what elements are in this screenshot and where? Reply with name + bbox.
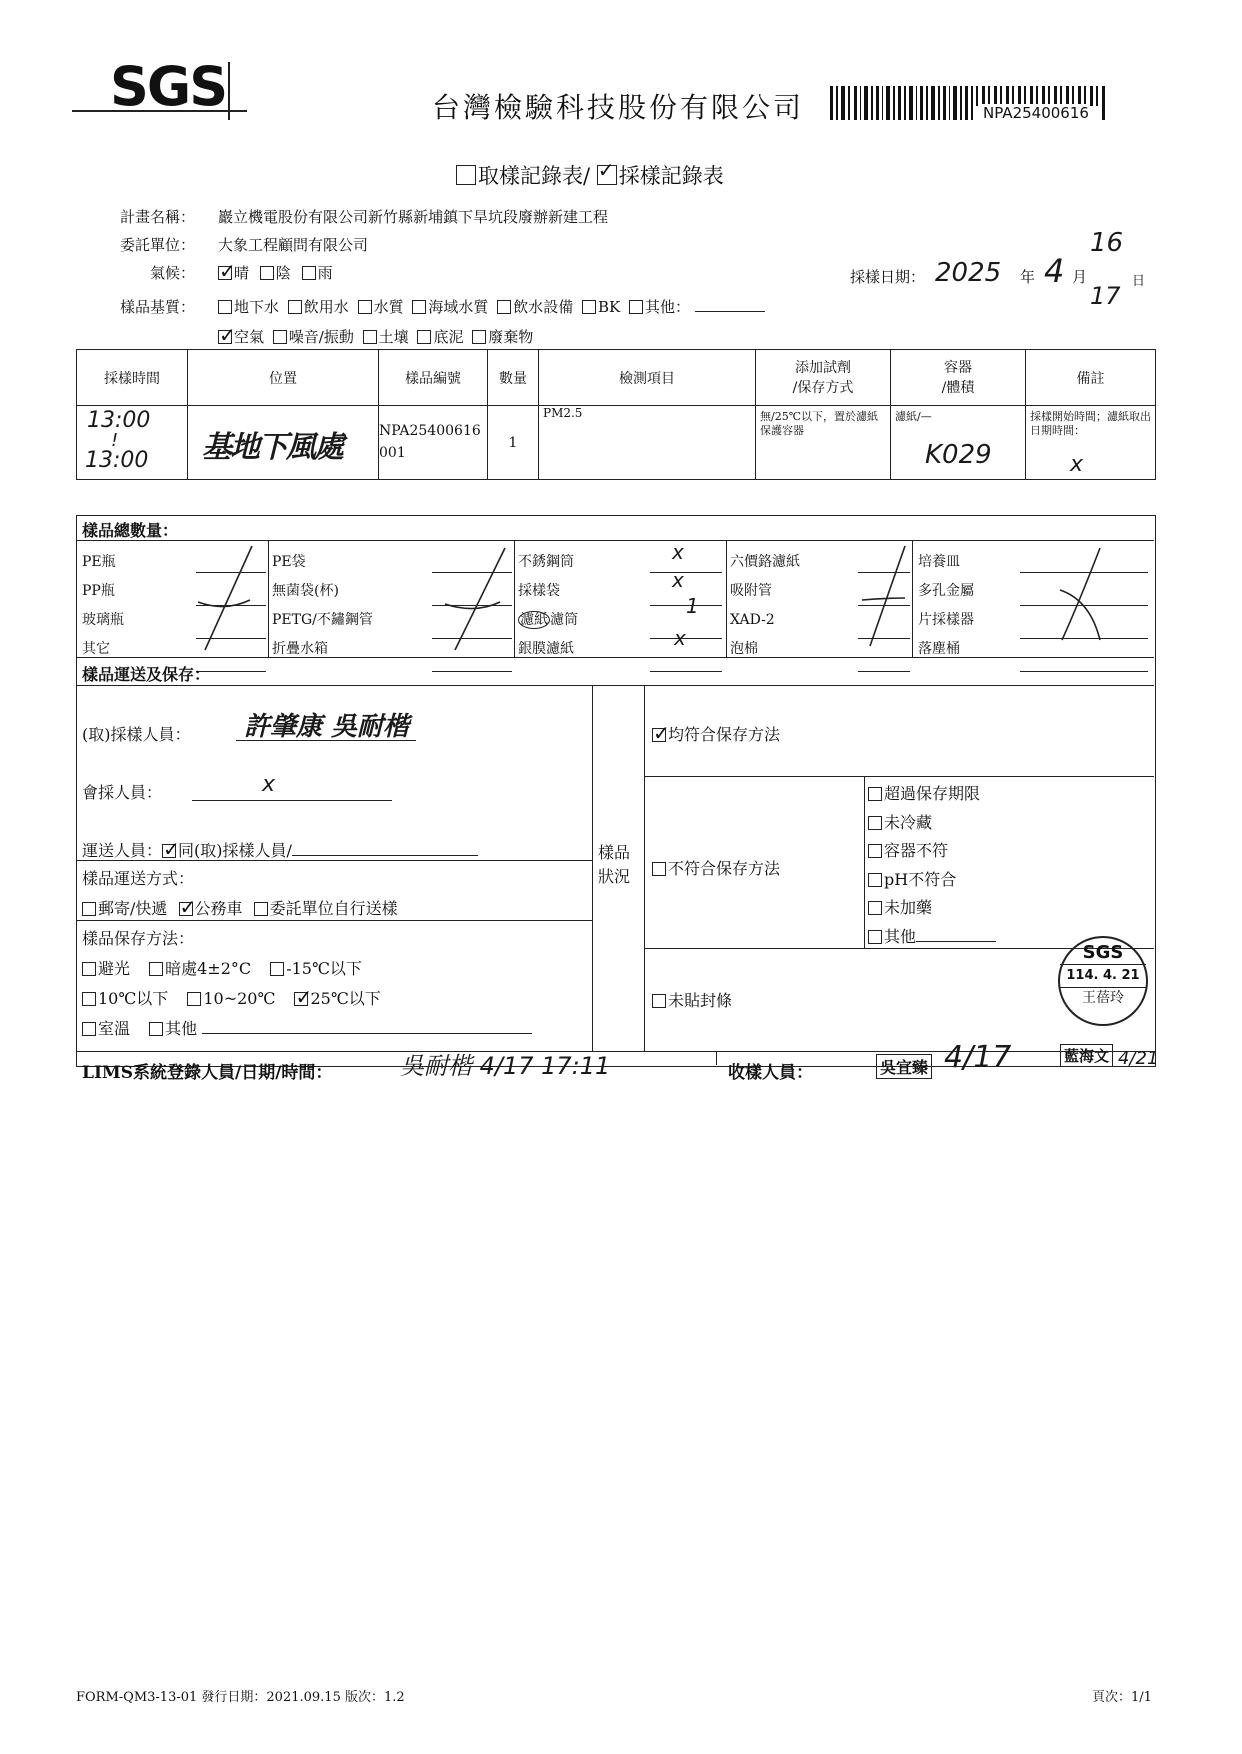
nosign-label: 未貼封條 [668, 991, 733, 1010]
reason-not-cold-label: 未冷藏 [884, 812, 933, 832]
store-label: 樣品保存方法： [82, 929, 195, 948]
weather-label: 氣候： [150, 264, 196, 282]
store-10-20c-checkbox[interactable] [187, 992, 201, 1006]
reason-no-reagent [868, 894, 996, 923]
ok-checkbox[interactable] [652, 728, 666, 742]
container-value: 濾紙/— [895, 410, 932, 423]
totals-strikes [0, 0, 1242, 700]
store-10c-checkbox[interactable] [82, 992, 96, 1006]
method-car-checkbox[interactable] [179, 902, 193, 916]
courier-line[interactable] [292, 855, 478, 856]
matrix-equip-label: 飲水設備 [513, 298, 574, 316]
total-other: 其它 [82, 641, 110, 657]
sample-no-b: 001 [379, 445, 406, 461]
receiver-handwritten: 4/17 [944, 1040, 1012, 1075]
method-client-label: 委託單位自行送樣 [269, 899, 398, 918]
total-fold-tank: 折疊水箱 [272, 641, 328, 657]
store-room-checkbox[interactable] [82, 1022, 96, 1036]
store-other-line[interactable] [202, 1033, 532, 1034]
time-start: 13:00 [87, 408, 151, 433]
company-name: 台灣檢驗科技股份有限公司 [432, 91, 805, 124]
sgs-logo: SGS [110, 55, 227, 118]
total-foam: 泡棉 [730, 641, 758, 657]
header-remark: 備註 [1026, 350, 1156, 406]
store-row3 [82, 1016, 532, 1039]
client-name: 大象工程顧問有限公司 [218, 236, 369, 254]
sample-date-day-bottom: 17 [1090, 282, 1121, 310]
notok-checkbox[interactable] [652, 862, 666, 876]
second-stamp-handwritten: 4/21 [1118, 1048, 1159, 1069]
matrix-drinking-label: 飲用水 [303, 298, 349, 316]
store-row1 [82, 956, 362, 979]
reason-ph-checkbox[interactable] [868, 873, 882, 887]
sample-date-month: 4 [1044, 252, 1065, 290]
reason-expired [868, 780, 996, 809]
nosign-checkbox[interactable] [652, 994, 666, 1008]
method-row [82, 896, 398, 919]
total-steel-can-value: x [672, 540, 684, 564]
reason-expired-label: 超過保存期限 [884, 784, 981, 803]
stamp-logo: SGS [1060, 942, 1146, 965]
sample-no-a: NPA25400616 [379, 423, 481, 439]
reason-no-reagent-checkbox[interactable] [868, 901, 882, 915]
method-underline [76, 920, 592, 921]
total-pe-bottle: PE瓶 [82, 554, 116, 570]
time-end: 13:00 [85, 448, 149, 473]
total-steel-can: 不銹鋼筒 [518, 554, 574, 570]
header-item: 檢測項目 [539, 350, 756, 406]
location-value: 基地下風處 [202, 430, 342, 465]
reason-ph-label: pH不符合 [884, 869, 957, 889]
matrix-bk-label: BK [597, 298, 621, 316]
doc-number: NPA25400616 [983, 104, 1089, 122]
reason-other-checkbox[interactable] [868, 930, 882, 944]
notok-label: 不符合保存方法 [668, 859, 781, 878]
total-sterile-bag: 無菌袋(杯) [272, 583, 339, 599]
store-minus15-checkbox[interactable] [270, 962, 284, 976]
notok-row [652, 856, 780, 879]
matrix-water-label: 水質 [373, 298, 404, 316]
status-col-right [644, 685, 645, 1051]
header-container: 容器 /體積 [891, 350, 1026, 406]
total-pp-bottle: PP瓶 [82, 583, 115, 599]
store-4c-checkbox[interactable] [149, 962, 163, 976]
total-cr6-filter: 六價鉻濾紙 [730, 554, 800, 570]
reason-expired-checkbox[interactable] [868, 787, 882, 801]
store-10c-label: 10℃以下 [98, 989, 169, 1008]
sampler-handwritten[interactable]: 許肇康 吳耐楷 [244, 712, 410, 742]
matrix-waste-label: 廢棄物 [488, 328, 534, 346]
store-dark-checkbox[interactable] [82, 962, 96, 976]
reason-other-label: 其他 [884, 926, 917, 946]
reason-not-cold [868, 809, 996, 838]
header-preserve: 添加試劑 /保存方式 [756, 350, 891, 406]
total-plate-sampler: 片採樣器 [918, 612, 974, 628]
matrix-soil-label: 土壤 [378, 328, 409, 346]
courier-same-label: 同(取)採樣人員/ [178, 841, 292, 860]
total-glass-bottle: 玻璃瓶 [82, 612, 124, 628]
nosign-row [652, 988, 732, 1011]
reasons [868, 780, 996, 951]
method-mail-label: 郵寄/快遞 [98, 899, 168, 918]
courier-same-checkbox[interactable] [162, 844, 176, 858]
second-stamp: 藍海文 [1060, 1044, 1113, 1067]
receiver-label: 收樣人員： [728, 1063, 813, 1083]
reason-col-line [864, 776, 865, 948]
footer-form: FORM-QM3-13-01 發行日期：2021.09.15 版次：1.2 [76, 1690, 405, 1705]
store-25c-checkbox[interactable] [294, 992, 308, 1006]
sample-date-label: 採樣日期： [850, 268, 926, 286]
sampler-label: (取)採樣人員： [82, 725, 191, 744]
store-room-label: 室溫 [98, 1019, 131, 1038]
store-other-checkbox[interactable] [149, 1022, 163, 1036]
weather-sunny-label: 晴 [234, 264, 250, 282]
co-sampler-line [192, 800, 392, 801]
store-other-label: 其他 [165, 1019, 198, 1038]
total-pe-bag: PE袋 [272, 554, 306, 570]
reason-container-label: 容器不符 [884, 841, 949, 860]
reason-no-reagent-label: 未加藥 [884, 898, 933, 917]
co-sampler-handwritten[interactable]: x [262, 772, 276, 797]
total-sample-bag: 採樣袋 [518, 583, 560, 599]
weather-cloudy-label: 陰 [275, 264, 291, 282]
store-minus15-label: -15℃以下 [286, 959, 362, 978]
courier-underline [76, 860, 592, 861]
container-handwritten: K029 [925, 440, 992, 470]
lims-handwritten[interactable]: 吳耐楷 4/17 17:11 [400, 1052, 611, 1080]
method-car-label: 公務車 [194, 899, 243, 918]
totals-bottom-line [76, 657, 1154, 658]
ok-line [644, 776, 1154, 777]
matrix-sediment-label: 底泥 [433, 328, 464, 346]
receipt-stamp [1058, 936, 1148, 1026]
store-row2 [82, 986, 381, 1009]
matrix-air-label: 空氣 [234, 328, 265, 346]
reason-ph [868, 866, 996, 895]
plan-name: 巖立機電股份有限公司新竹縣新埔鎮下旱坑段廢辦新建工程 [218, 208, 609, 226]
reason-other [868, 923, 996, 952]
method-client-checkbox[interactable] [254, 902, 268, 916]
header-location: 位置 [188, 350, 379, 406]
total-petri-dish: 培養皿 [918, 554, 960, 570]
header-sample-no: 樣品編號 [379, 350, 488, 406]
status-col-left [592, 685, 593, 1051]
time-separator: ! [111, 430, 119, 451]
reason-container [868, 837, 996, 866]
total-filter-value: 1 [686, 594, 699, 618]
lims-label: LIMS系統登錄人員/日期/時間： [82, 1063, 333, 1083]
method-label: 樣品運送方式： [82, 869, 195, 888]
footer-page: 頁次：1/1 [1092, 1690, 1152, 1705]
total-sorbent-tube: 吸附管 [730, 583, 772, 599]
header-qty: 數量 [488, 350, 539, 406]
cell-qty[interactable]: 1 [488, 406, 539, 480]
totals-title: 樣品總數量： [82, 521, 179, 540]
total-petg-tube: PETG/不鏽鋼管 [272, 612, 373, 628]
day-label: 日 [1132, 274, 1146, 289]
method-mail-checkbox[interactable] [82, 902, 96, 916]
reason-container-checkbox[interactable] [868, 844, 882, 858]
courier-label: 運送人員： [82, 841, 163, 860]
matrix-sea-label: 海域水質 [428, 298, 489, 316]
total-sample-bag-value: x [672, 568, 684, 592]
total-silver-filter-value: x [674, 626, 686, 650]
matrix-other-label: 其他： [645, 298, 691, 316]
store-25c-label: 25℃以下 [310, 989, 381, 1008]
matrix-label: 樣品基質： [120, 298, 196, 316]
transport-title: 樣品運送及保存： [82, 665, 211, 684]
matrix-groundwater-label: 地下水 [234, 298, 280, 316]
store-10-20c-label: 10~20℃ [203, 989, 276, 1008]
total-filter-cartridge: 濾筒 [550, 612, 578, 628]
month-label: 月 [1072, 268, 1088, 286]
stamp-name: 王蓓玲 [1082, 990, 1124, 1006]
store-4c-label: 暗處4±2°C [165, 959, 252, 978]
plan-label: 計畫名稱： [120, 208, 196, 226]
total-porous-metal: 多孔金屬 [918, 583, 974, 599]
matrix-noise-label: 噪音/振動 [288, 328, 354, 346]
weather-rain-label: 雨 [317, 264, 333, 282]
status-label-b: 狀況 [598, 867, 631, 886]
form-type-b-label: 採樣記錄表 [618, 164, 724, 188]
cell-item[interactable]: PM2.5 [539, 406, 756, 480]
courier-row [82, 838, 478, 861]
lims-divider [716, 1051, 717, 1065]
client-label: 委託單位： [120, 236, 196, 254]
store-dark-label: 避光 [98, 959, 131, 978]
ok-label: 均符合保存方法 [668, 725, 781, 744]
ok-row [652, 722, 780, 745]
total-filter-paper: 濾紙 [520, 612, 548, 628]
header-time: 採樣時間 [77, 350, 188, 406]
reason-other-line[interactable] [916, 941, 996, 942]
total-xad2: XAD-2 [730, 612, 775, 628]
year-label: 年 [1020, 268, 1036, 286]
cell-preserve[interactable]: 無/25℃以下，置於濾紙保護容器 [756, 406, 891, 480]
remark-value: 採樣開始時間；濾紙取出日期時間： [1030, 410, 1151, 437]
co-sampler-label: 會採人員： [82, 783, 163, 802]
total-dust-bucket: 落塵桶 [918, 641, 960, 657]
stamp-date: 114. 4. 21 [1060, 965, 1146, 988]
form-type-a-label: 取樣記錄表/ [478, 164, 591, 188]
remark-handwritten: x [1070, 452, 1084, 477]
transport-title-line [76, 685, 1154, 686]
total-silver-filter: 銀膜濾紙 [518, 641, 574, 657]
reason-not-cold-checkbox[interactable] [868, 816, 882, 830]
sample-date-day-top: 16 [1090, 228, 1124, 258]
status-label-a: 樣品 [598, 843, 631, 862]
receiver-stamp: 吳宜臻 [876, 1054, 932, 1079]
sample-date-year: 2025 [935, 258, 1002, 288]
